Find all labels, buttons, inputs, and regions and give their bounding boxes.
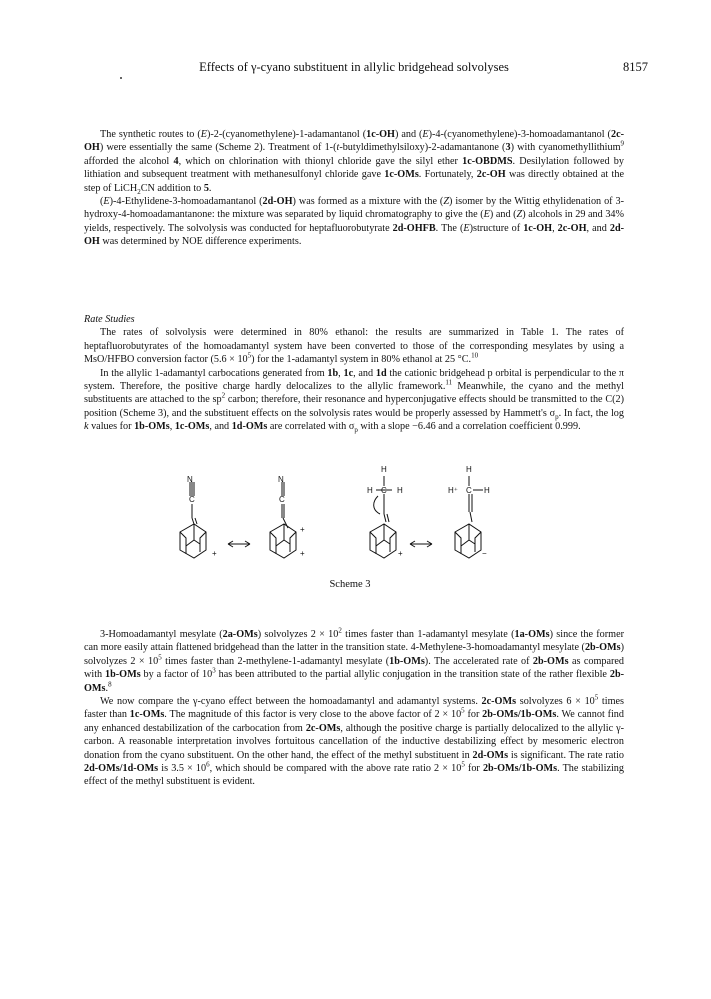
speck xyxy=(120,77,122,79)
paragraph-rates: The rates of solvolysis were determined in 80% ethanol: the results are summarized in Table 1. The rates of heptafluorobutyrates of the homoadamantyl system have been converted to those of the corresponding mesylates by using a MsO/HFBO conversion factor $(5.6 \times 10^5)$ for the 1-adamantyl system in 80% ethanol at 25 °C.$^{10}$ xyxy=(84,327,624,366)
text-block-bottom xyxy=(84,628,624,789)
section-heading: Rate Studies xyxy=(84,314,135,325)
scheme-3-figure xyxy=(160,452,530,597)
page-header xyxy=(60,60,648,78)
scheme-3-structures xyxy=(160,452,530,597)
paragraph-comparison: We now compare the γ-cyano effect between the homoadamantyl and adamantyl systems. 2c-OMs solvolyzes $6 \times 10^5$ times faster than 1c-OMs. The magnitude of this factor is very close to the above factor of $2 \times 10^5$ for 2b-OMs/1b-OMs. We cannot find any enhanced destabilization of the carbocation from 2c-OMs, although the positive charge is partially delocalized to the allylic γ-carbon. A reasonable interpretation involves fortuitous cancellation of the inductive destabilizing effect by mesomeric electron donation from the cyano substituent. On the other hand, the effect of the methyl substituent in 2d-OMs is significant. The rate ratio 2d-OMs/1d-OMs is $3.5 \times 10^6$, which should be compared with the above rate ratio $2 \times 10^5$ for 2b-OMs/1b-OMs. The stabilizing effect of the methyl substituent is evident. xyxy=(84,693,625,788)
label-h-3b: H xyxy=(367,486,373,495)
label-plus-2a: + xyxy=(300,525,305,534)
label-h-3a: H xyxy=(381,465,387,474)
label-h-4c: H xyxy=(484,486,490,495)
label-h-3c: H xyxy=(397,486,403,495)
paragraph-synthesis: The synthetic routes to (E)-2-(cyanomethylene)-1-adamantanol (1c-OH) and (E)-4-(cyanomethylene)-3-homoadamantanol (2c-OH) were essentially the same (Scheme 2). Treatment of 1-(t-butyldimethylsiloxy)-2-adamantanone (3) with cyanomethyllithium$^9$ afforded the alcohol 4, which on chlorination with thionyl chloride gave the silyl ether 1c-OBDMS. Desilylation followed by lithiation and subsequent treatment with methanesulfonyl chloride gave 1c-OMs. Fortunately, 2c-OH was directly obtained at the step of LiCH$_2$CN addition to 5. xyxy=(84,129,624,196)
text-block-top xyxy=(84,128,624,249)
scheme-caption: Scheme 3 xyxy=(329,579,371,590)
label-c-3: C xyxy=(381,486,387,495)
label-c-4: C xyxy=(466,486,472,495)
label-hplus-4: H⁺ xyxy=(448,486,458,495)
paragraph-homoadamantyl: 3-Homoadamantyl mesylate (2a-OMs) solvolyzes $2 \times 10^2$ times faster than 1-adamantyl mesylate (1a-OMs) since the former can more easily attain flattened bridgehead than the latter in the transition state. 4-Methylene-3-homoadamantyl mesylate (2b-OMs) solvolyzes $2 \times 10^5$ times faster than 2-methylene-1-adamantyl mesylate (1b-OMs). The accelerated rate of 2b-OMs as compared with 1b-OMs by a factor of $10^3$ has been attributed to the partial allylic conjugation in the transition state of the rather flexible 2b-OMs.$^8$ xyxy=(84,626,624,694)
label-n-2: N xyxy=(278,475,284,484)
paragraph-ethylidene: (E)-4-Ethylidene-3-homoadamantanol (2d-OH) was formed as a mixture with the (Z) isomer by the Wittig ethylidenation of 3-hydroxy-4-homoadamantanone: the mixture was separated by liquid chromatography to give the (E) and (Z) alcohols in 29 and 34% yields, respectively. The solvolysis was conducted for heptafluorobutyrate 2d-OHFB. The (E)structure of 1c-OH, 2c-OH, and 2d-OH was determined by NOE difference experiments. xyxy=(84,196,625,248)
label-n-1: N xyxy=(187,475,193,484)
running-title: Effects of γ-cyano substituent in allylic bridgehead solvolyses xyxy=(199,60,509,74)
label-c-1: C xyxy=(189,495,195,504)
label-plus-1: + xyxy=(212,549,217,558)
label-h-4a: H xyxy=(466,465,472,474)
text-block-rate-studies xyxy=(84,305,624,434)
label-minus-4: − xyxy=(482,549,487,558)
label-plus-2b: + xyxy=(300,549,305,558)
paragraph-carbocations: In the allylic 1-adamantyl carbocations generated from 1b, 1c, and 1d the cationic bridgehead p orbital is perpendicular to the π system. Therefore, the positive charge hardly delocalizes to the allylic framework.$^{11}$ Meanwhile, the cyano and the methyl substituents are attached to the $sp^2$ carbon; therefore, their resonance and hyperconjugative effects should be transmitted to the C(2) position (Scheme 3), and the substituent effects on the solvolysis rates would be properly assessed by Hammett's $\sigma_p$. In fact, the log k values for 1b-OMs, 1c-OMs, and 1d-OMs are correlated with $\sigma_p$ with a slope −6.46 and a correlation coefficient 0.999. xyxy=(84,367,624,435)
page-number: 8157 xyxy=(623,60,648,74)
label-plus-3: + xyxy=(398,549,403,558)
label-c-2: C xyxy=(279,495,285,504)
